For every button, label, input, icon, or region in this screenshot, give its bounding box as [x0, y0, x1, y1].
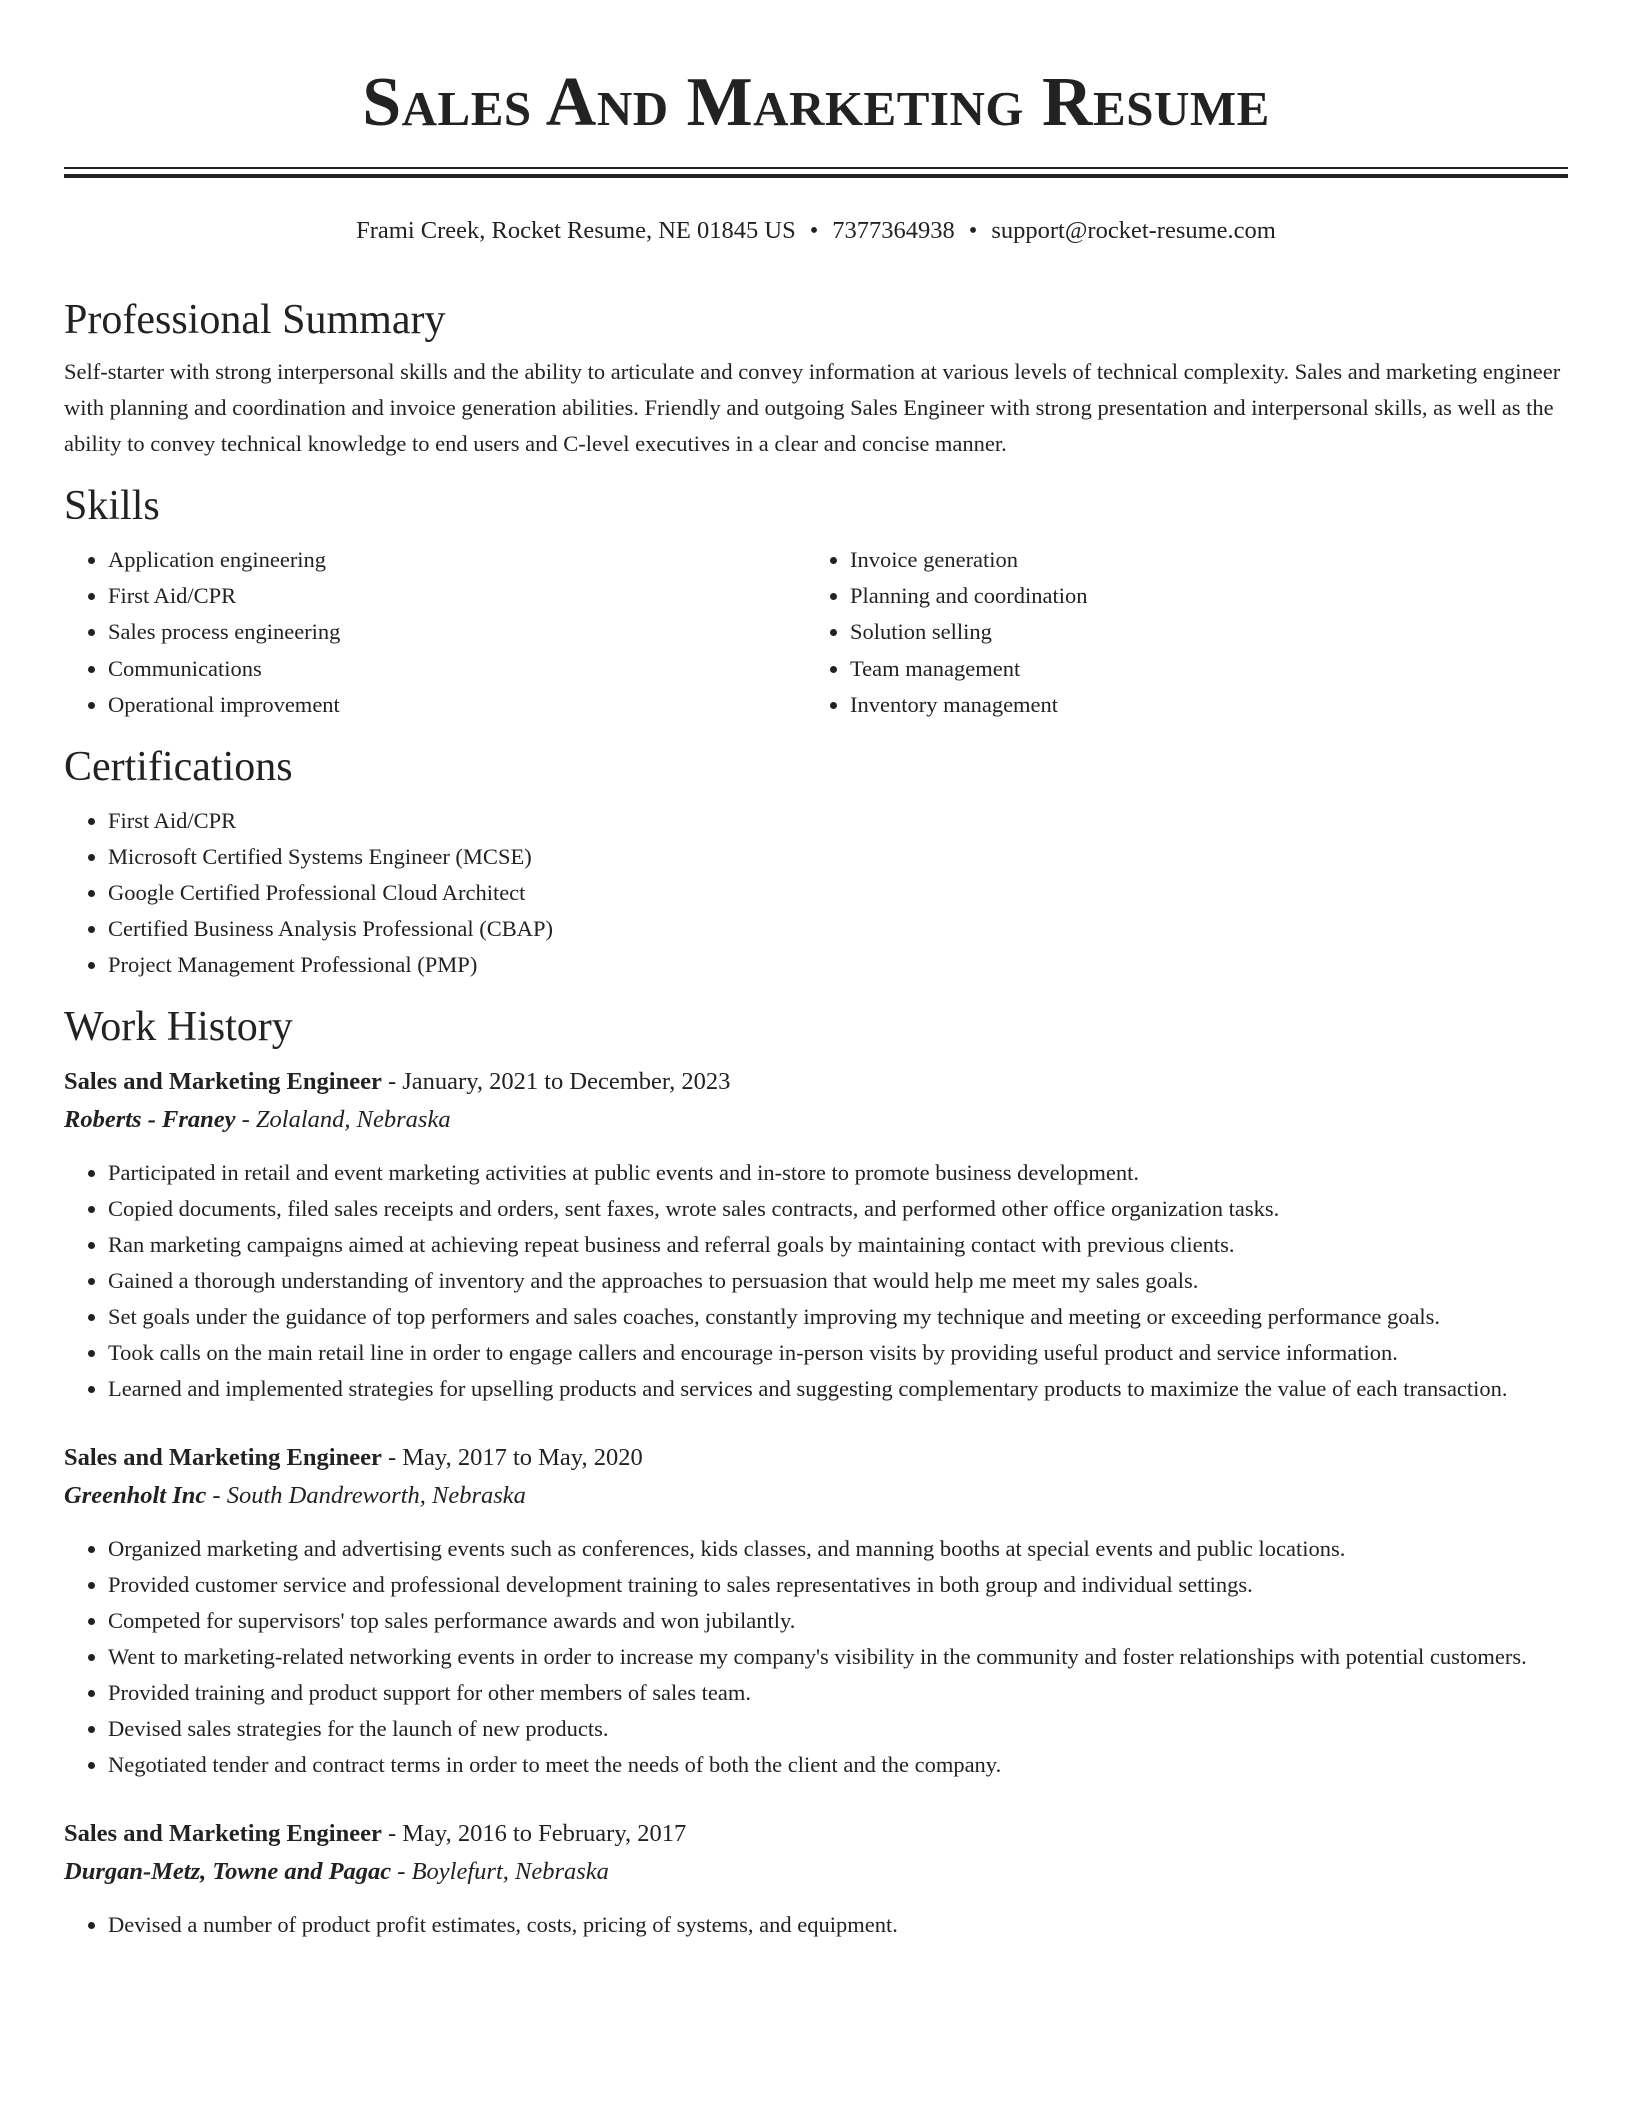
- skill-item: • Solution selling: [850, 614, 1548, 650]
- job-entry: [64, 1059, 1568, 1407]
- job-bullet: • Took calls on the main retail line in order to engage callers and encourage in-person visits by providing useful product and service information.: [108, 1335, 1568, 1371]
- job-bullet: • Organized marketing and advertising events such as conferences, kids classes, and manning booths at special events and public locations.: [108, 1531, 1568, 1567]
- spacer: [64, 723, 1568, 735]
- skill-item: • Sales process engineering: [108, 614, 806, 650]
- job-dates: May, 2017 to May, 2020: [402, 1444, 643, 1472]
- job-bullet: • Participated in retail and event marketing activities at public events and in-store to promote business development.: [108, 1155, 1568, 1191]
- job-bullet-list: [64, 1139, 1568, 1407]
- summary-heading: Professional Summary: [64, 297, 446, 343]
- skills-list-right: [806, 542, 1548, 723]
- certifications-heading: Certifications: [64, 744, 293, 791]
- job-entry: [64, 1815, 1568, 1943]
- job-bullet: • Provided training and product support for other members of sales team.: [108, 1675, 1568, 1711]
- work-history-section: [64, 995, 1568, 1943]
- job-dates: January, 2021 to December, 2023: [402, 1068, 731, 1096]
- certification-item: • Microsoft Certified Systems Engineer (MCSE): [108, 839, 1568, 875]
- job-title-line: Sales and Marketing Engineer - May, 2016 to February, 2017: [64, 1820, 687, 1848]
- job-title-line: Sales and Marketing Engineer - January, 2021 to December, 2023: [64, 1068, 731, 1096]
- job-title: Sales and Marketing Engineer: [64, 1444, 382, 1472]
- job-bullet: • Competed for supervisors' top sales performance awards and won jubilantly.: [108, 1603, 1568, 1639]
- summary-section: [64, 288, 1568, 462]
- contact-line: [64, 213, 1568, 249]
- summary-text: Self-starter with strong interpersonal skills and the ability to articulate and convey information at various levels of technical complexity. Sales and marketing engineer with planning and coordination and invoice generation abilities. Friendly and outgoing Sales Engineer with strong presentation and interpersonal skills, as well as the ability to convey technical knowledge to end users and C-level executives in a clear and concise manner.: [64, 359, 1561, 456]
- job-title: Sales and Marketing Engineer: [64, 1820, 382, 1848]
- job-location: South Dandreworth, Nebraska: [226, 1482, 526, 1510]
- skill-item: • First Aid/CPR: [108, 578, 806, 614]
- skill-item: • Operational improvement: [108, 687, 806, 723]
- skill-item: • Communications: [108, 651, 806, 687]
- skills-heading: Skills: [64, 483, 160, 529]
- job-dates: May, 2016 to February, 2017: [402, 1820, 687, 1848]
- job-company: Durgan-Metz, Towne and Pagac: [64, 1858, 392, 1886]
- skill-item: • Invoice generation: [850, 542, 1548, 578]
- page-title: Sales And Marketing Resume: [362, 64, 1270, 141]
- certifications-list: [64, 799, 1568, 983]
- job-bullet-list: [64, 1891, 1568, 1943]
- job-bullet: • Set goals under the guidance of top performers and sales coaches, constantly improving my technique and meeting or exceeding performance goals.: [108, 1299, 1568, 1335]
- skills-column-right: [806, 542, 1548, 723]
- job-bullet: • Gained a thorough understanding of inventory and the approaches to persuasion that would help me meet my sales goals.: [108, 1263, 1568, 1299]
- job-company-line: Roberts - Franey - Zolaland, Nebraska: [64, 1106, 451, 1134]
- skills-columns: [64, 538, 1568, 723]
- certification-item: • Project Management Professional (PMP): [108, 947, 1568, 983]
- job-company-line: Durgan-Metz, Towne and Pagac - Boylefurt, Nebraska: [64, 1858, 609, 1886]
- skill-item: • Planning and coordination: [850, 578, 1548, 614]
- job-bullet: • Devised a number of product profit estimates, costs, pricing of systems, and equipment.: [108, 1907, 1568, 1943]
- job-title: Sales and Marketing Engineer: [64, 1068, 382, 1096]
- title-divider-thin: [64, 167, 1568, 169]
- skill-item: • Inventory management: [850, 687, 1548, 723]
- job-company: Greenholt Inc: [64, 1482, 207, 1510]
- skills-section: [64, 474, 1568, 723]
- contact-separator: •: [809, 217, 819, 244]
- title-divider-thick: [64, 174, 1568, 178]
- job-company-line: Greenholt Inc - South Dandreworth, Nebraska: [64, 1482, 526, 1510]
- job-bullet-list: [64, 1515, 1568, 1783]
- spacer: [64, 462, 1568, 474]
- job-bullet: • Provided customer service and professional development training to sales representatives in both group and individual settings.: [108, 1567, 1568, 1603]
- job-bullet: • Ran marketing campaigns aimed at achieving repeat business and referral goals by maintaining contact with previous clients.: [108, 1227, 1568, 1263]
- skill-item: • Team management: [850, 651, 1548, 687]
- skills-column-left: [64, 542, 806, 723]
- job-bullet: • Devised sales strategies for the launch of new products.: [108, 1711, 1568, 1747]
- certification-item: • Certified Business Analysis Professional (CBAP): [108, 911, 1568, 947]
- contact-email: support@rocket-resume.com: [991, 217, 1276, 244]
- work-history-heading: Work History: [64, 1004, 293, 1051]
- job-bullet: • Learned and implemented strategies for upselling products and services and suggesting complementary products to maximize the value of each transaction.: [108, 1371, 1568, 1407]
- skills-list-left: [64, 542, 806, 723]
- spacer: [64, 983, 1568, 995]
- job-location: Zolaland, Nebraska: [255, 1106, 451, 1134]
- certification-item: • Google Certified Professional Cloud Architect: [108, 875, 1568, 911]
- contact-separator: •: [968, 217, 978, 244]
- job-bullet: • Copied documents, filed sales receipts and orders, sent faxes, wrote sales contracts, and performed other office organization tasks.: [108, 1191, 1568, 1227]
- job-bullet: • Negotiated tender and contract terms in order to meet the needs of both the client and the company.: [108, 1747, 1568, 1783]
- skill-item: • Application engineering: [108, 542, 806, 578]
- resume-content: [64, 288, 1568, 1943]
- job-title-line: Sales and Marketing Engineer - May, 2017 to May, 2020: [64, 1444, 643, 1472]
- job-company: Roberts - Franey: [64, 1106, 236, 1134]
- certification-item: • First Aid/CPR: [108, 803, 1568, 839]
- job-location: Boylefurt, Nebraska: [411, 1858, 609, 1886]
- job-bullet: • Went to marketing-related networking events in order to increase my company's visibility in the community and foster relationships with potential customers.: [108, 1639, 1568, 1675]
- certifications-section: [64, 735, 1568, 983]
- contact-phone: 7377364938: [832, 217, 955, 244]
- job-entry: [64, 1439, 1568, 1783]
- contact-address: Frami Creek, Rocket Resume, NE 01845 US: [356, 217, 796, 244]
